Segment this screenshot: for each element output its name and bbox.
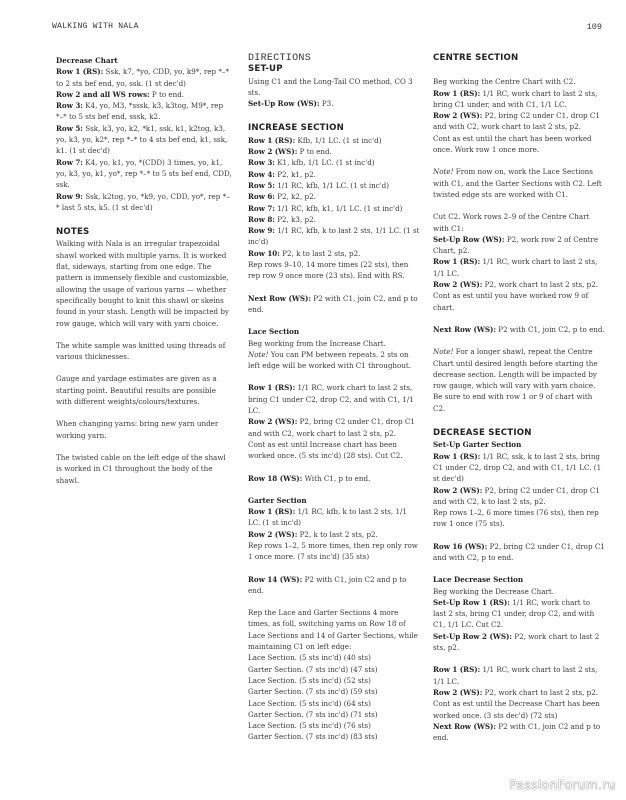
increase-next-row: Next Row (WS): P2 with C1, join C2, and p to end. (248, 293, 418, 314)
increase-heading: INCREASE SECTION (248, 123, 345, 134)
increase-row: Row 2 (WS): P to end. (248, 147, 332, 157)
decrease-row16: Row 16 (WS): P2, bring C2 under C1, drop C1 and with C2, p to end. (433, 541, 605, 562)
notes-paragraph: The white sample was knitted using threads of various thicknesses. (56, 340, 226, 362)
centre-row: Row 1 (RS): 1/1 RC, work chart to last 2 sts, 1/1 LC. (433, 257, 598, 278)
increase-row: Row 5: 1/1 RC, kfb, 1/1 LC. (1 st inc'd) (248, 180, 390, 190)
setup-intro: Using C1 and the Long-Tail CO method, CO 3 sts. (248, 76, 413, 97)
lace-section-title: Lace Section (248, 327, 300, 337)
setup-garter-title: Set-Up Garter Section (433, 440, 522, 450)
decrease-row: Row 2 (WS): P2, bring C2 under C1, drop C1 and with C2, k to last 2 sts, p2. (433, 485, 600, 506)
lace-decrease-row: Set-Up Row 2 (WS): P2, work chart to last 2 sts, p2. (433, 631, 600, 653)
centre-next-row: Next Row (WS): P2 with C1, join C2, p to end. (433, 324, 605, 334)
garter-row: Row 2 (WS): P2, k to last 2 sts, p2. (248, 529, 378, 539)
repeat-item: Garter Section. (7 sts inc'd) (47 sts) (248, 664, 378, 674)
decrease-row: Row 1 (RS): 1/1 RC, ssk, k to last 2 sts, bring C1 under C2, drop C2, and with C1, 1/1 LC. (1 st dec'd) (433, 451, 602, 484)
notes-paragraph: Gauge and yardage estimates are given as a starting point. Beautiful results are possible with different weights/colours/textures. (56, 374, 217, 407)
directions-heading: DIRECTIONS (248, 53, 312, 64)
repeat-item: Lace Section. (5 sts inc'd) (76 sts) (248, 721, 371, 731)
lace-decrease-row: Row 2 (WS): P2, work chart to last 2 sts, p2. (433, 687, 599, 697)
centre-row: Row 1 (RS): 1/1 RC, work chart to last 2 sts, bring C1 under, and with C1, 1/1 LC. (433, 88, 598, 109)
lace-decrease-title: Lace Decrease Section (433, 575, 524, 585)
lace-decrease-cont: Cont as est until the Decrease Chart has been worked once. (3 sts dec'd) (72 sts) (433, 699, 600, 720)
centre-row: Row 2 (WS): P2, work chart to last 2 sts, p2. (433, 280, 599, 290)
repeat-item: Lace Section. (5 sts inc'd) (40 sts) (248, 653, 371, 663)
decrease-heading: DECREASE SECTION (433, 428, 532, 439)
increase-row: Row 10: P2, k to last 2 sts, p2. (248, 248, 361, 258)
repeat-intro: Rep the Lace and Garter Sections 4 more times, as foll, switching yarns on Row 18 of Lace Sections and 14 of Garter Sections, while maintaining C1 on left edge: (248, 608, 418, 652)
watermark: PassionForum.ru (509, 778, 616, 792)
chart-row: Row 9: Ssk, k2tog, yo, *k9, yo, CDD, yo*, rep *–* last 5 sts, k5. (1 st dec'd) (56, 191, 230, 212)
garter-row: Row 1 (RS): 1/1 RC, kfb, k to last 2 sts, 1/1 LC. (1 st inc'd) (248, 507, 407, 528)
repeat-item: Lace Section. (5 sts inc'd) (64 sts) (248, 698, 371, 708)
centre-heading: CENTRE SECTION (433, 53, 519, 63)
lace-decrease-row: Set-Up Row 1 (RS): 1/1 RC, work chart to last 2 sts, bring C1 under, drop C2, and with C1, 1/1 LC. Cut C2. (433, 597, 595, 630)
increase-row: Row 7: 1/1 RC, kfb, k1, 1/1 LC. (1 st inc'd) (248, 203, 403, 213)
lace-row: Row 1 (RS): 1/1 RC, work chart to last 2 sts, bring C1 under C2, drop C2, and with C1, 1/1 LC. (248, 383, 414, 416)
page-number: 109 (586, 22, 602, 32)
increase-rep: Rep rows 9–10, 14 more times (22 sts), then rep row 9 once more (23 sts). End with RS. (248, 260, 409, 281)
column-left (56, 55, 232, 486)
column-right (433, 53, 605, 743)
lace-decrease-intro: Beg working the Decrease Chart. (433, 586, 555, 596)
lace-note: Note! You can PM between repeats. 2 sts on left edge will be worked with C1 throughout. (248, 349, 412, 371)
setup-row: Set-Up Row (WS): P3. (248, 99, 334, 109)
chart-row: Row 1 (RS): Ssk, k7, *yo, CDD, yo, k9*, rep *–* to 2 sts bef end, yo, ssk. (1 st dec'd) (56, 67, 230, 88)
chart-row: Row 3: K4, yo, M3, *sssk, k3, k3tog, M9*, rep *–* to 5 sts bef end, sssk, k2. (56, 101, 224, 122)
increase-row: Row 9: 1/1 RC, kfb, k to last 2 sts, 1/1 LC. (1 st inc'd) (248, 226, 420, 247)
setup-heading: SET-UP (248, 64, 283, 75)
running-head: WALKING WITH NALA (52, 22, 139, 31)
increase-row: Row 8: P2, k3, p2. (248, 214, 316, 224)
garter-section-title: Garter Section (248, 495, 307, 505)
notes-paragraph: Walking with Nala is an irregular trapezoidal shawl worked with multiple yarns. It is worked flat, sideways, starting from one edge. The pattern is immensely flexible and customizable, allowing the usage of various yarns — whether specifically bought to knit this shawl or skeins found in your stash. Length will be impacted by row gauge, which will vary with yarn choice. (56, 239, 229, 328)
centre-cont: Cont as est until the chart has been worked once. Work row 1 once more. (433, 133, 592, 155)
centre-note: Note! From now on, work the Lace Sections with C1, and the Garter Sections with C2. Left twisted edge sts are worked with C1. (433, 167, 602, 199)
lace-decrease-row: Row 1 (RS): 1/1 RC, work chart to last 2 sts, 1/1 LC. (433, 665, 598, 686)
chart-row: Row 5: Ssk, k3, yo, k2, *k1, ssk, k1, k2tog, k3, yo, k3, yo, k2*, rep *–* to 4 sts bef end, k1, ssk, k1. (1 st dec'd) (56, 123, 228, 156)
lace-intro: Beg working from the Increase Chart. (248, 338, 386, 348)
increase-row: Row 3: K1, kfb, 1/1 LC. (1 st inc'd) (248, 158, 375, 168)
increase-row: Row 4: P2, k1, p2. (248, 169, 316, 179)
lace-cont: Cont as est until Increase chart has been worked once. (5 sts inc'd) (28 sts). Cut C2. (248, 439, 403, 461)
repeat-item: Garter Section. (7 sts inc'd) (83 sts) (248, 732, 378, 742)
increase-row: Row 1 (RS): Kfb, 1/1 LC. (1 st inc'd) (248, 135, 382, 145)
centre-intro: Beg working the Centre Chart with C2. (433, 77, 576, 87)
repeat-item: Garter Section. (7 sts inc'd) (59 sts) (248, 687, 378, 697)
notes-paragraph: The twisted cable on the left edge of the shawl is worked in C1 throughout the body of the shawl. (56, 452, 226, 485)
lace-row18: Row 18 (WS): With C1, p to end. (248, 473, 371, 483)
garter-rep: Rep rows 1–2, 5 more times, then rep only row 1 once more. (7 sts inc'd) (35 sts) (248, 540, 418, 562)
increase-row: Row 6: P2, k2, p2. (248, 192, 316, 202)
centre-cut: Cut C2. Work rows 2–9 of the Centre Chart with C1: (433, 212, 590, 233)
lace-row: Row 2 (WS): P2, bring C2 under C1, drop C1 and with C2, work chart to last 2 sts, p2. (248, 417, 415, 438)
lace-decrease-next-row: Next Row (WS): P2 with C1, join C2 and p to end. (433, 721, 601, 743)
centre-note: Note! For a longer shawl, repeat the Centre Chart until desired length before starting the decrease section. Length will be impacted by row gauge, which will vary with yarn choice. Be sure to end with row 1 or 9 of chart with C2. (433, 347, 598, 413)
decrease-chart-title: Decrease Chart (56, 56, 118, 65)
centre-cont: Cont as est until you have worked row 9 of chart. (433, 291, 589, 312)
notes-paragraph: When changing yarns: bring new yarn under working yarn. (56, 419, 219, 440)
repeat-item: Lace Section. (5 sts inc'd) (52 sts) (248, 675, 371, 685)
repeat-item: Garter Section. (7 sts inc'd) (71 sts) (248, 709, 378, 719)
chart-row: Row 2 and all WS rows: P to end. (56, 89, 185, 99)
column-middle (248, 53, 420, 743)
centre-setup-row: Set-Up Row (WS): P2, work row 2 of Centre Chart, p2. (433, 234, 599, 256)
notes-heading: NOTES (56, 227, 90, 238)
garter-row14: Row 14 (WS): P2 with C1, join C2 and p to end. (248, 574, 407, 595)
decrease-rep: Rep rows 1–2, 6 more times (76 sts), then rep row 1 once (75 sts). (433, 508, 599, 529)
centre-row: Row 2 (WS): P2, bring C2 under C1, drop C1 and with C2, work chart to last 2 sts, p2. (433, 111, 600, 132)
chart-row: Row 7: K4, yo, k1, yo, *(CDD) 3 times, yo, k1, yo, k3, yo, k1, yo*, rep *–* to 5 sts bef end, CDD, ssk. (56, 157, 232, 190)
